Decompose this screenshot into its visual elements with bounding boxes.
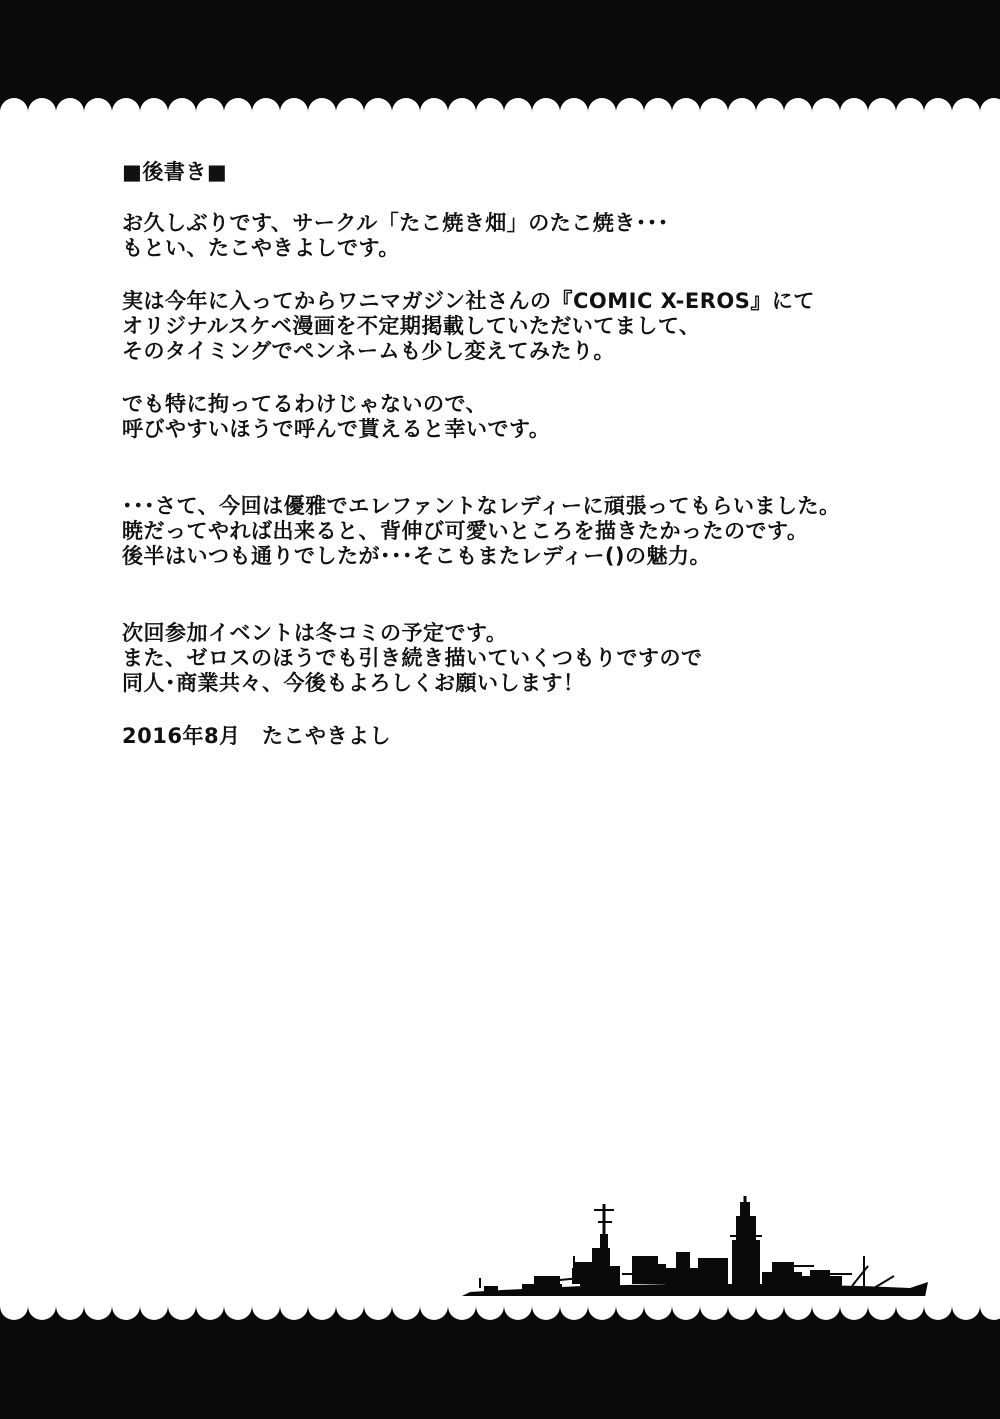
bottom-scalloped-edge (0, 1296, 1000, 1320)
text-line: 次回参加イベントは冬コミの予定です。 (122, 621, 508, 645)
text-line: 同人･商業共々、今後もよろしくお願いします！ (122, 671, 585, 695)
text-line: 後半はいつも通りでしたが･･･そこもまたレディー()の魅力。 (122, 544, 712, 568)
text-line: 暁だってやれば出来ると、背伸び可愛いところを描きたかったのです。 (122, 519, 809, 543)
text-line: でも特に拘ってるわけじゃないので、 (122, 392, 488, 416)
signature-date: 2016年8月 たこやきよし (122, 724, 392, 748)
paragraph-story (122, 494, 902, 569)
paragraph-penname (122, 392, 902, 442)
text-line: 呼びやすいほうで呼んで貰えると幸いです。 (122, 417, 551, 441)
paragraph-event (122, 621, 902, 696)
text-line: 実は今年に入ってからワニマガジン社さんの『COMIC X-EROS』にて (122, 289, 815, 313)
battleship-silhouette (462, 1196, 932, 1312)
text-line: また、ゼロスのほうでも引き続き描いていくつもりですので (122, 646, 703, 670)
bottom-black-band (0, 1306, 1000, 1419)
text-line: そのタイミングでペンネームも少し変えてみたり。 (122, 339, 616, 363)
paragraph-publication (122, 289, 902, 364)
afterword-text-block (122, 160, 902, 749)
text-line: オリジナルスケベ漫画を不定期掲載していただいてまして、 (122, 314, 701, 338)
text-line: もとい、たこやきよしです。 (122, 236, 400, 260)
text-line: ･･･さて、今回は優雅でエレファントなレディーに頑張ってもらいました。 (122, 494, 841, 518)
top-scalloped-edge (0, 96, 1000, 126)
afterword-heading: ■後書き■ (122, 160, 228, 184)
paragraph-greeting (122, 211, 902, 261)
text-line: お久しぶりです、サークル「たこ焼き畑」のたこ焼き･･･ (122, 211, 669, 235)
